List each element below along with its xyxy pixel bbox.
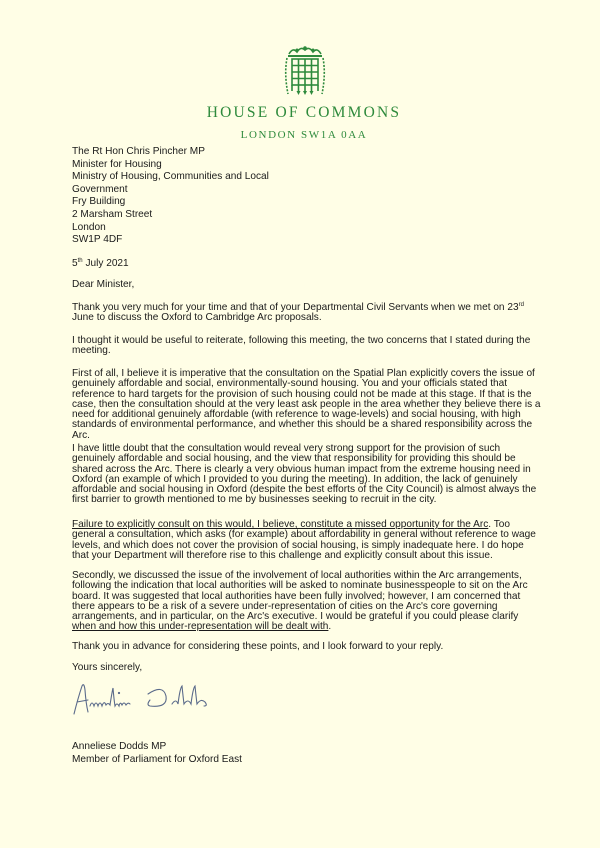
paragraph-2: I thought it would be useful to reiterate, following this meeting, the two concerns that I stated during the meeting. (72, 335, 531, 357)
recipient-line: SW1P 4DF (72, 234, 123, 246)
recipient-address (72, 146, 542, 247)
signatory-block (72, 741, 242, 766)
underlined-text: when and how this under-representation will be dealt with (72, 621, 329, 633)
paragraph-text: . (328, 621, 332, 633)
recipient-line: 2 Marsham Street (72, 208, 153, 220)
ordinal-suffix: rd (518, 302, 524, 308)
paragraph-3: First of all, I believe it is imperative that the consultation on the Spatial Plan explicitly covers the issue of genuinely affordable and social, environmentally-sound housing. You and your officials stated that reference to hard targets for the provision of such housing could not be made at this stage. If that is the case, then the consultation should at the very least ask people in the area whether they believe there is a need for additional genuinely affordable (with reference to wage-levels) and social housing, with high standards of environmental performance, and whether this should be a shared responsibility across the Arc. (72, 368, 541, 441)
paragraph-text: Thank you very much for your time and that of your Departmental Civil Servants when we met on 23 (72, 302, 519, 313)
paragraph-4: I have little doubt that the consultation would reveal very strong support for the provision of such genuinely affordable and social housing, and the view that responsibility for providing this should be shared across the Arc. There is clearly a very obvious human impact from the extreme housing need in Oxford (an example of which I provided to you during the meeting). In addition, the lack of genuinely affordable and social housing in Oxford (despite the best efforts of the City Council) is almost always the first barrier to growth mentioned to me by businesses seeking to recruit in the city. (72, 443, 537, 506)
letter-date (72, 259, 542, 269)
portcullis-crest-icon (281, 44, 329, 98)
underlined-text: Failure to explicitly consult on this would, I believe, constitute a missed opportunity for the Arc (72, 519, 489, 530)
handwritten-signature (68, 678, 238, 722)
recipient-line: Fry Building (72, 196, 126, 208)
paragraph-1 (72, 303, 542, 324)
paragraph-6 (72, 571, 542, 633)
recipient-line: Minister for Housing (72, 158, 162, 170)
date-rest: July 2021 (82, 258, 129, 269)
recipient-line: The Rt Hon Chris Pincher MP (72, 146, 205, 157)
recipient-line: London (72, 221, 106, 233)
date-suffix: th (77, 258, 83, 264)
salutation: Dear Minister, (72, 279, 135, 290)
paragraph-text: . Too general a consultation, which asks (for example) about affordability in general without reference to wage levels, and which does not cover the provision of social housing, is simply inadequate here. I do hope that your Department will therefore rise to this challenge and explicitly consult about this issue. (72, 519, 536, 561)
paragraph-text: June to discuss the Oxford to Cambridge Arc proposals. (72, 312, 322, 324)
recipient-line: Government (72, 183, 128, 195)
recipient-line: Ministry of Housing, Communities and Local (72, 171, 269, 183)
letterhead-address: LONDON SW1A 0AA (240, 129, 368, 141)
paragraph-7: Thank you in advance for considering these points, and I look forward to your reply. (72, 641, 444, 652)
paragraph-text: Secondly, we discussed the issue of the involvement of local authorities within the Arc arrangements, following the indication that local authorities will be asked to nominate businesspeople to sit on the Arc board. It was suggested that local authorities have been fully involved; however, I am concerned that there appears to be a risk of a severe under-representation of cities on the Arc's core governing arrangements, and in particular, on the Arc's executive. I would be grateful if you could please clarify (72, 570, 528, 623)
date-day: 5 (72, 258, 78, 269)
closing: Yours sincerely, (72, 662, 143, 673)
letterhead-organisation: HOUSE OF COMMONS (206, 104, 402, 121)
signatory-name: Anneliese Dodds MP (72, 741, 167, 752)
paragraph-5 (72, 520, 542, 561)
signatory-title: Member of Parliament for Oxford East (72, 753, 242, 765)
